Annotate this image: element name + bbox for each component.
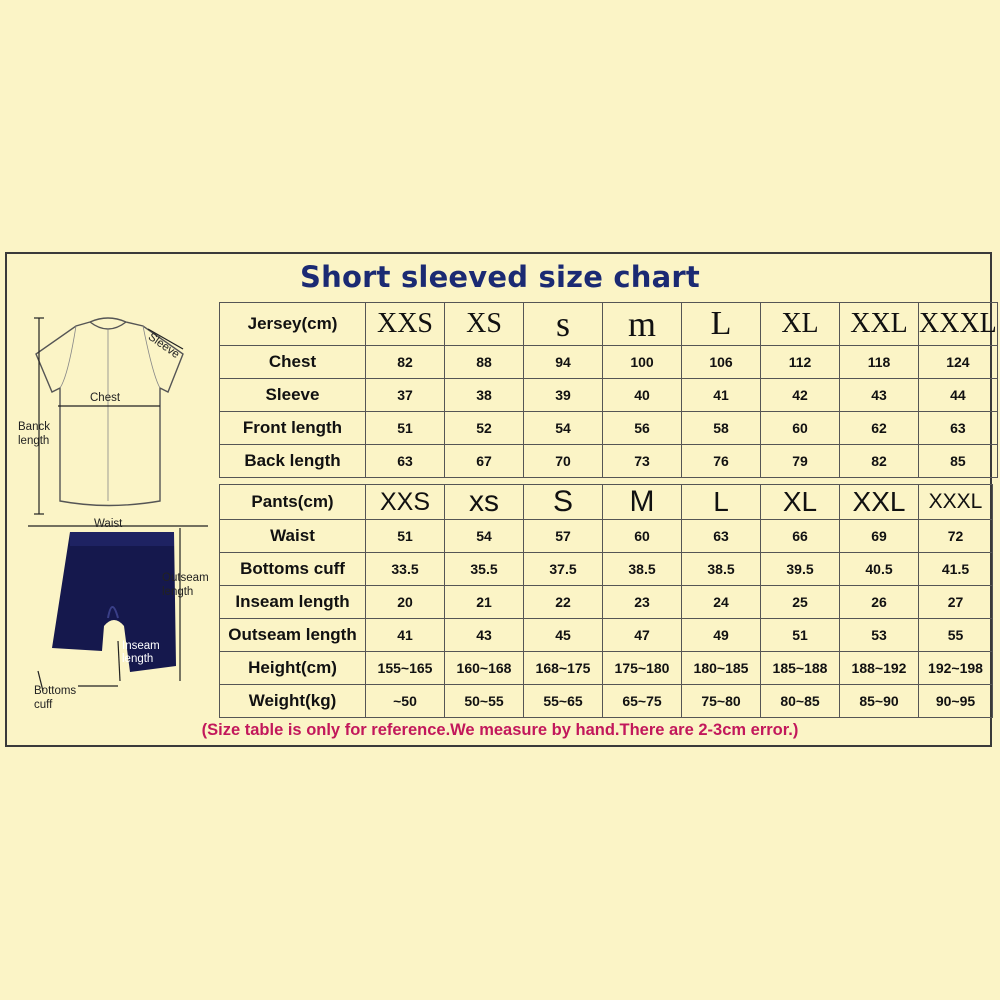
size-cell: xs xyxy=(445,485,524,520)
value-cell: 175~180 xyxy=(603,652,682,685)
value-cell: 62 xyxy=(840,412,919,445)
back-length-label: Banck length xyxy=(18,421,50,447)
pants-header-label: Pants(cm) xyxy=(220,485,366,520)
value-cell: 54 xyxy=(524,412,603,445)
table-row xyxy=(220,685,993,718)
value-cell: 43 xyxy=(840,379,919,412)
value-cell: 168~175 xyxy=(524,652,603,685)
value-cell: 40.5 xyxy=(840,553,919,586)
value-cell: 37.5 xyxy=(524,553,603,586)
row-label: Outseam length xyxy=(220,619,366,652)
value-cell: 52 xyxy=(445,412,524,445)
value-cell: 35.5 xyxy=(445,553,524,586)
row-label: Front length xyxy=(220,412,366,445)
table-row xyxy=(220,412,998,445)
value-cell: 39 xyxy=(524,379,603,412)
value-cell: 118 xyxy=(840,346,919,379)
value-cell: 76 xyxy=(682,445,761,478)
sleeve-label: Sleeve xyxy=(145,330,182,362)
value-cell: 38.5 xyxy=(682,553,761,586)
row-label: Weight(kg) xyxy=(220,685,366,718)
value-cell: 63 xyxy=(919,412,998,445)
value-cell: 63 xyxy=(682,520,761,553)
value-cell: 79 xyxy=(761,445,840,478)
value-cell: 40 xyxy=(603,379,682,412)
table-row xyxy=(220,346,998,379)
value-cell: 41 xyxy=(682,379,761,412)
row-label: Sleeve xyxy=(220,379,366,412)
size-cell: XL xyxy=(761,485,840,520)
value-cell: 20 xyxy=(366,586,445,619)
value-cell: 155~165 xyxy=(366,652,445,685)
value-cell: 124 xyxy=(919,346,998,379)
pants-size-table xyxy=(219,484,993,718)
value-cell: 41 xyxy=(366,619,445,652)
value-cell: 47 xyxy=(603,619,682,652)
value-cell: 23 xyxy=(603,586,682,619)
value-cell: 67 xyxy=(445,445,524,478)
value-cell: 42 xyxy=(761,379,840,412)
value-cell: 57 xyxy=(524,520,603,553)
jersey-header-row xyxy=(220,303,998,346)
value-cell: 27 xyxy=(919,586,993,619)
size-cell: L xyxy=(682,485,761,520)
size-cell: s xyxy=(524,303,603,346)
value-cell: 41.5 xyxy=(919,553,993,586)
value-cell: 63 xyxy=(366,445,445,478)
reference-note: (Size table is only for reference.We measure by hand.There are 2-3cm error.) xyxy=(201,721,799,739)
table-row xyxy=(220,586,993,619)
pants-header-row xyxy=(220,485,993,520)
value-cell: 55~65 xyxy=(524,685,603,718)
value-cell: 100 xyxy=(603,346,682,379)
value-cell: 85~90 xyxy=(840,685,919,718)
value-cell: 82 xyxy=(366,346,445,379)
value-cell: 44 xyxy=(919,379,998,412)
value-cell: 88 xyxy=(445,346,524,379)
value-cell: 51 xyxy=(366,412,445,445)
value-cell: 26 xyxy=(840,586,919,619)
value-cell: 55 xyxy=(919,619,993,652)
value-cell: 160~168 xyxy=(445,652,524,685)
jersey-header-label: Jersey(cm) xyxy=(220,303,366,346)
value-cell: 56 xyxy=(603,412,682,445)
value-cell: 51 xyxy=(761,619,840,652)
table-row xyxy=(220,445,998,478)
table-row xyxy=(220,652,993,685)
value-cell: 85 xyxy=(919,445,998,478)
size-cell: M xyxy=(603,485,682,520)
table-row xyxy=(220,520,993,553)
row-label: Waist xyxy=(220,520,366,553)
size-cell: XXL xyxy=(840,485,919,520)
value-cell: 24 xyxy=(682,586,761,619)
value-cell: 106 xyxy=(682,346,761,379)
value-cell: 69 xyxy=(840,520,919,553)
outseam-label: Outseam length xyxy=(162,572,209,598)
bottoms-cuff-label: Bottoms cuff xyxy=(34,685,77,711)
value-cell: 38.5 xyxy=(603,553,682,586)
garment-illustration xyxy=(8,296,218,716)
value-cell: 80~85 xyxy=(761,685,840,718)
value-cell: 21 xyxy=(445,586,524,619)
row-label: Height(cm) xyxy=(220,652,366,685)
row-label: Chest xyxy=(220,346,366,379)
inseam-label: Inseam length xyxy=(122,640,160,665)
chest-label: Chest xyxy=(90,392,121,404)
size-cell: XXXL xyxy=(919,303,998,346)
value-cell: 60 xyxy=(761,412,840,445)
row-label: Back length xyxy=(220,445,366,478)
size-cell: XS xyxy=(445,303,524,346)
value-cell: 25 xyxy=(761,586,840,619)
value-cell: 53 xyxy=(840,619,919,652)
value-cell: 49 xyxy=(682,619,761,652)
value-cell: 185~188 xyxy=(761,652,840,685)
size-cell: XL xyxy=(761,303,840,346)
size-cell: S xyxy=(524,485,603,520)
value-cell: 45 xyxy=(524,619,603,652)
value-cell: 192~198 xyxy=(919,652,993,685)
value-cell: ~50 xyxy=(366,685,445,718)
table-row xyxy=(220,619,993,652)
value-cell: 188~192 xyxy=(840,652,919,685)
value-cell: 58 xyxy=(682,412,761,445)
value-cell: 94 xyxy=(524,346,603,379)
row-label: Bottoms cuff xyxy=(220,553,366,586)
value-cell: 43 xyxy=(445,619,524,652)
value-cell: 60 xyxy=(603,520,682,553)
value-cell: 90~95 xyxy=(919,685,993,718)
value-cell: 38 xyxy=(445,379,524,412)
value-cell: 50~55 xyxy=(445,685,524,718)
value-cell: 75~80 xyxy=(682,685,761,718)
value-cell: 112 xyxy=(761,346,840,379)
value-cell: 66 xyxy=(761,520,840,553)
value-cell: 51 xyxy=(366,520,445,553)
value-cell: 70 xyxy=(524,445,603,478)
page-title: Short sleeved size chart xyxy=(300,260,700,294)
value-cell: 82 xyxy=(840,445,919,478)
value-cell: 54 xyxy=(445,520,524,553)
value-cell: 73 xyxy=(603,445,682,478)
value-cell: 39.5 xyxy=(761,553,840,586)
value-cell: 180~185 xyxy=(682,652,761,685)
table-row xyxy=(220,379,998,412)
size-cell: XXXL xyxy=(919,485,993,520)
jersey-size-table xyxy=(219,302,998,478)
table-row xyxy=(220,553,993,586)
size-cell: XXL xyxy=(840,303,919,346)
value-cell: 33.5 xyxy=(366,553,445,586)
value-cell: 65~75 xyxy=(603,685,682,718)
size-cell: m xyxy=(603,303,682,346)
value-cell: 22 xyxy=(524,586,603,619)
value-cell: 72 xyxy=(919,520,993,553)
row-label: Inseam length xyxy=(220,586,366,619)
size-cell: XXS xyxy=(366,303,445,346)
value-cell: 37 xyxy=(366,379,445,412)
garment-diagram xyxy=(8,296,218,721)
waist-label: Waist xyxy=(94,518,123,530)
size-cell: XXS xyxy=(366,485,445,520)
size-cell: L xyxy=(682,303,761,346)
